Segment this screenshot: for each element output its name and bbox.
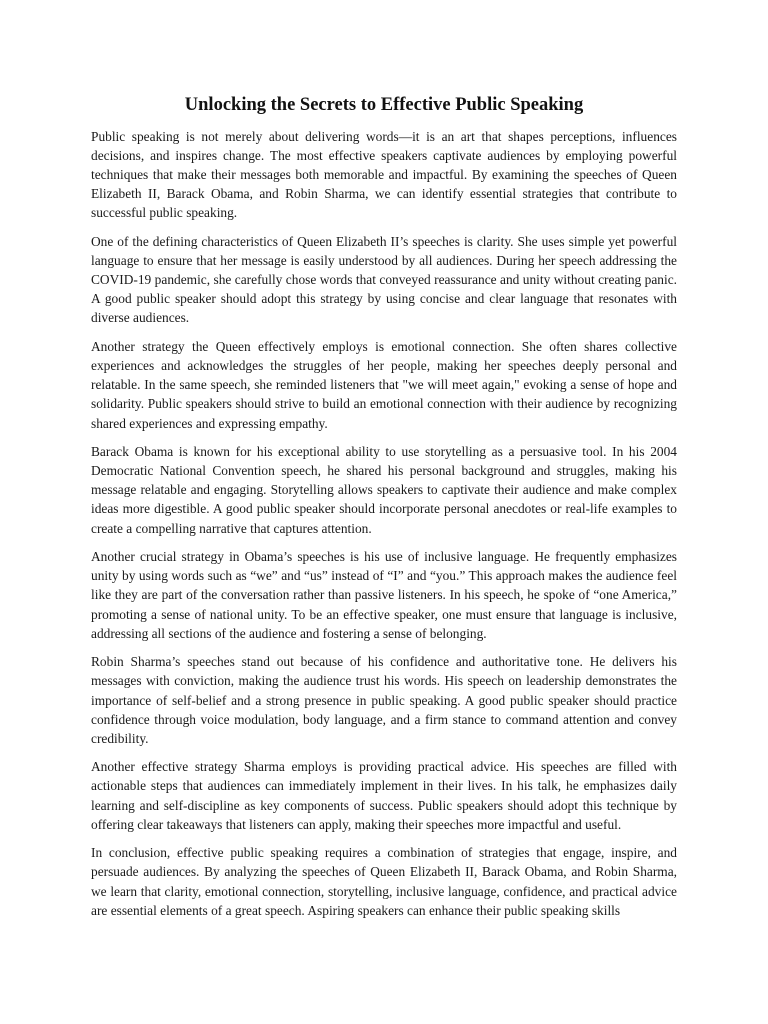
paragraph-obama-storytelling: Barack Obama is known for his exceptional ability to use storytelling as a persuasive tool. In his 2004 Democratic National Convention speech, he shared his personal background and struggles, making his message relatable and engaging. Storytelling allows speakers to captivate their audience and make complex ideas more digestible. A good public speaker should incorporate personal anecdotes or real-life examples to create a compelling narrative that captures attention.: [91, 444, 677, 536]
paragraph-intro: Public speaking is not merely about delivering words—it is an art that shapes perceptions, influences decisions, and inspires change. The most effective speakers captivate audiences by employing powerful techniques that make their messages both memorable and impactful. By examining the speeches of Queen Elizabeth II, Barack Obama, and Robin Sharma, we can identify essential strategies that contribute to successful public speaking.: [91, 129, 677, 221]
paragraph-sharma-practical-advice: Another effective strategy Sharma employs is providing practical advice. His speeches are filled with actionable steps that audiences can immediately implement in their lives. In his talk, he emphasizes daily learning and self-discipline as key components of success. Public speakers should adopt this technique by offering clear takeaways that listeners can apply, making their speeches more impactful and useful.: [91, 759, 677, 832]
paragraph-queen-emotional-connection: Another strategy the Queen effectively employs is emotional connection. She often shares collective experiences and acknowledges the struggles of her people, making her speeches deeply personal and relatable. In the same speech, she reminded listeners that "we will meet again," evoking a sense of hope and solidarity. Public speakers should strive to build an emotional connection with their audience by recognizing shared experiences and expressing empathy.: [91, 339, 677, 431]
paragraph-sharma-confidence: Robin Sharma’s speeches stand out because of his confidence and authoritative tone. He delivers his messages with conviction, making the audience trust his words. His speech on leadership demonstrates the importance of self-belief and a strong presence in public speaking. A good public speaker should practice confidence through voice modulation, body language, and a firm stance to command attention and convey credibility.: [91, 654, 677, 746]
document-page: [91, 92, 677, 929]
paragraph-obama-inclusive-language: Another crucial strategy in Obama’s speeches is his use of inclusive language. He frequently emphasizes unity by using words such as “we” and “us” instead of “I” and “you.” This approach makes the audience feel like they are part of the conversation rather than passive listeners. In his speech, he spoke of “one America,” promoting a sense of national unity. To be an effective speaker, one must ensure that language is inclusive, addressing all sections of the audience and fostering a sense of belonging.: [91, 549, 677, 641]
paragraph-queen-clarity: One of the defining characteristics of Queen Elizabeth II’s speeches is clarity. She uses simple yet powerful language to ensure that her message is easily understood by all audiences. During her speech addressing the COVID-19 pandemic, she carefully chose words that conveyed reassurance and unity without creating panic. A good public speaker should adopt this strategy by using concise and clear language that resonates with diverse audiences.: [91, 234, 677, 326]
paragraph-conclusion: In conclusion, effective public speaking requires a combination of strategies that engage, inspire, and persuade audiences. By analyzing the speeches of Queen Elizabeth II, Barack Obama, and Robin Sharma, we learn that clarity, emotional connection, storytelling, inclusive language, confidence, and practical advice are essential elements of a great speech. Aspiring speakers can enhance their public speaking skills: [91, 845, 677, 918]
document-title: Unlocking the Secrets to Effective Public Speaking: [184, 95, 584, 115]
